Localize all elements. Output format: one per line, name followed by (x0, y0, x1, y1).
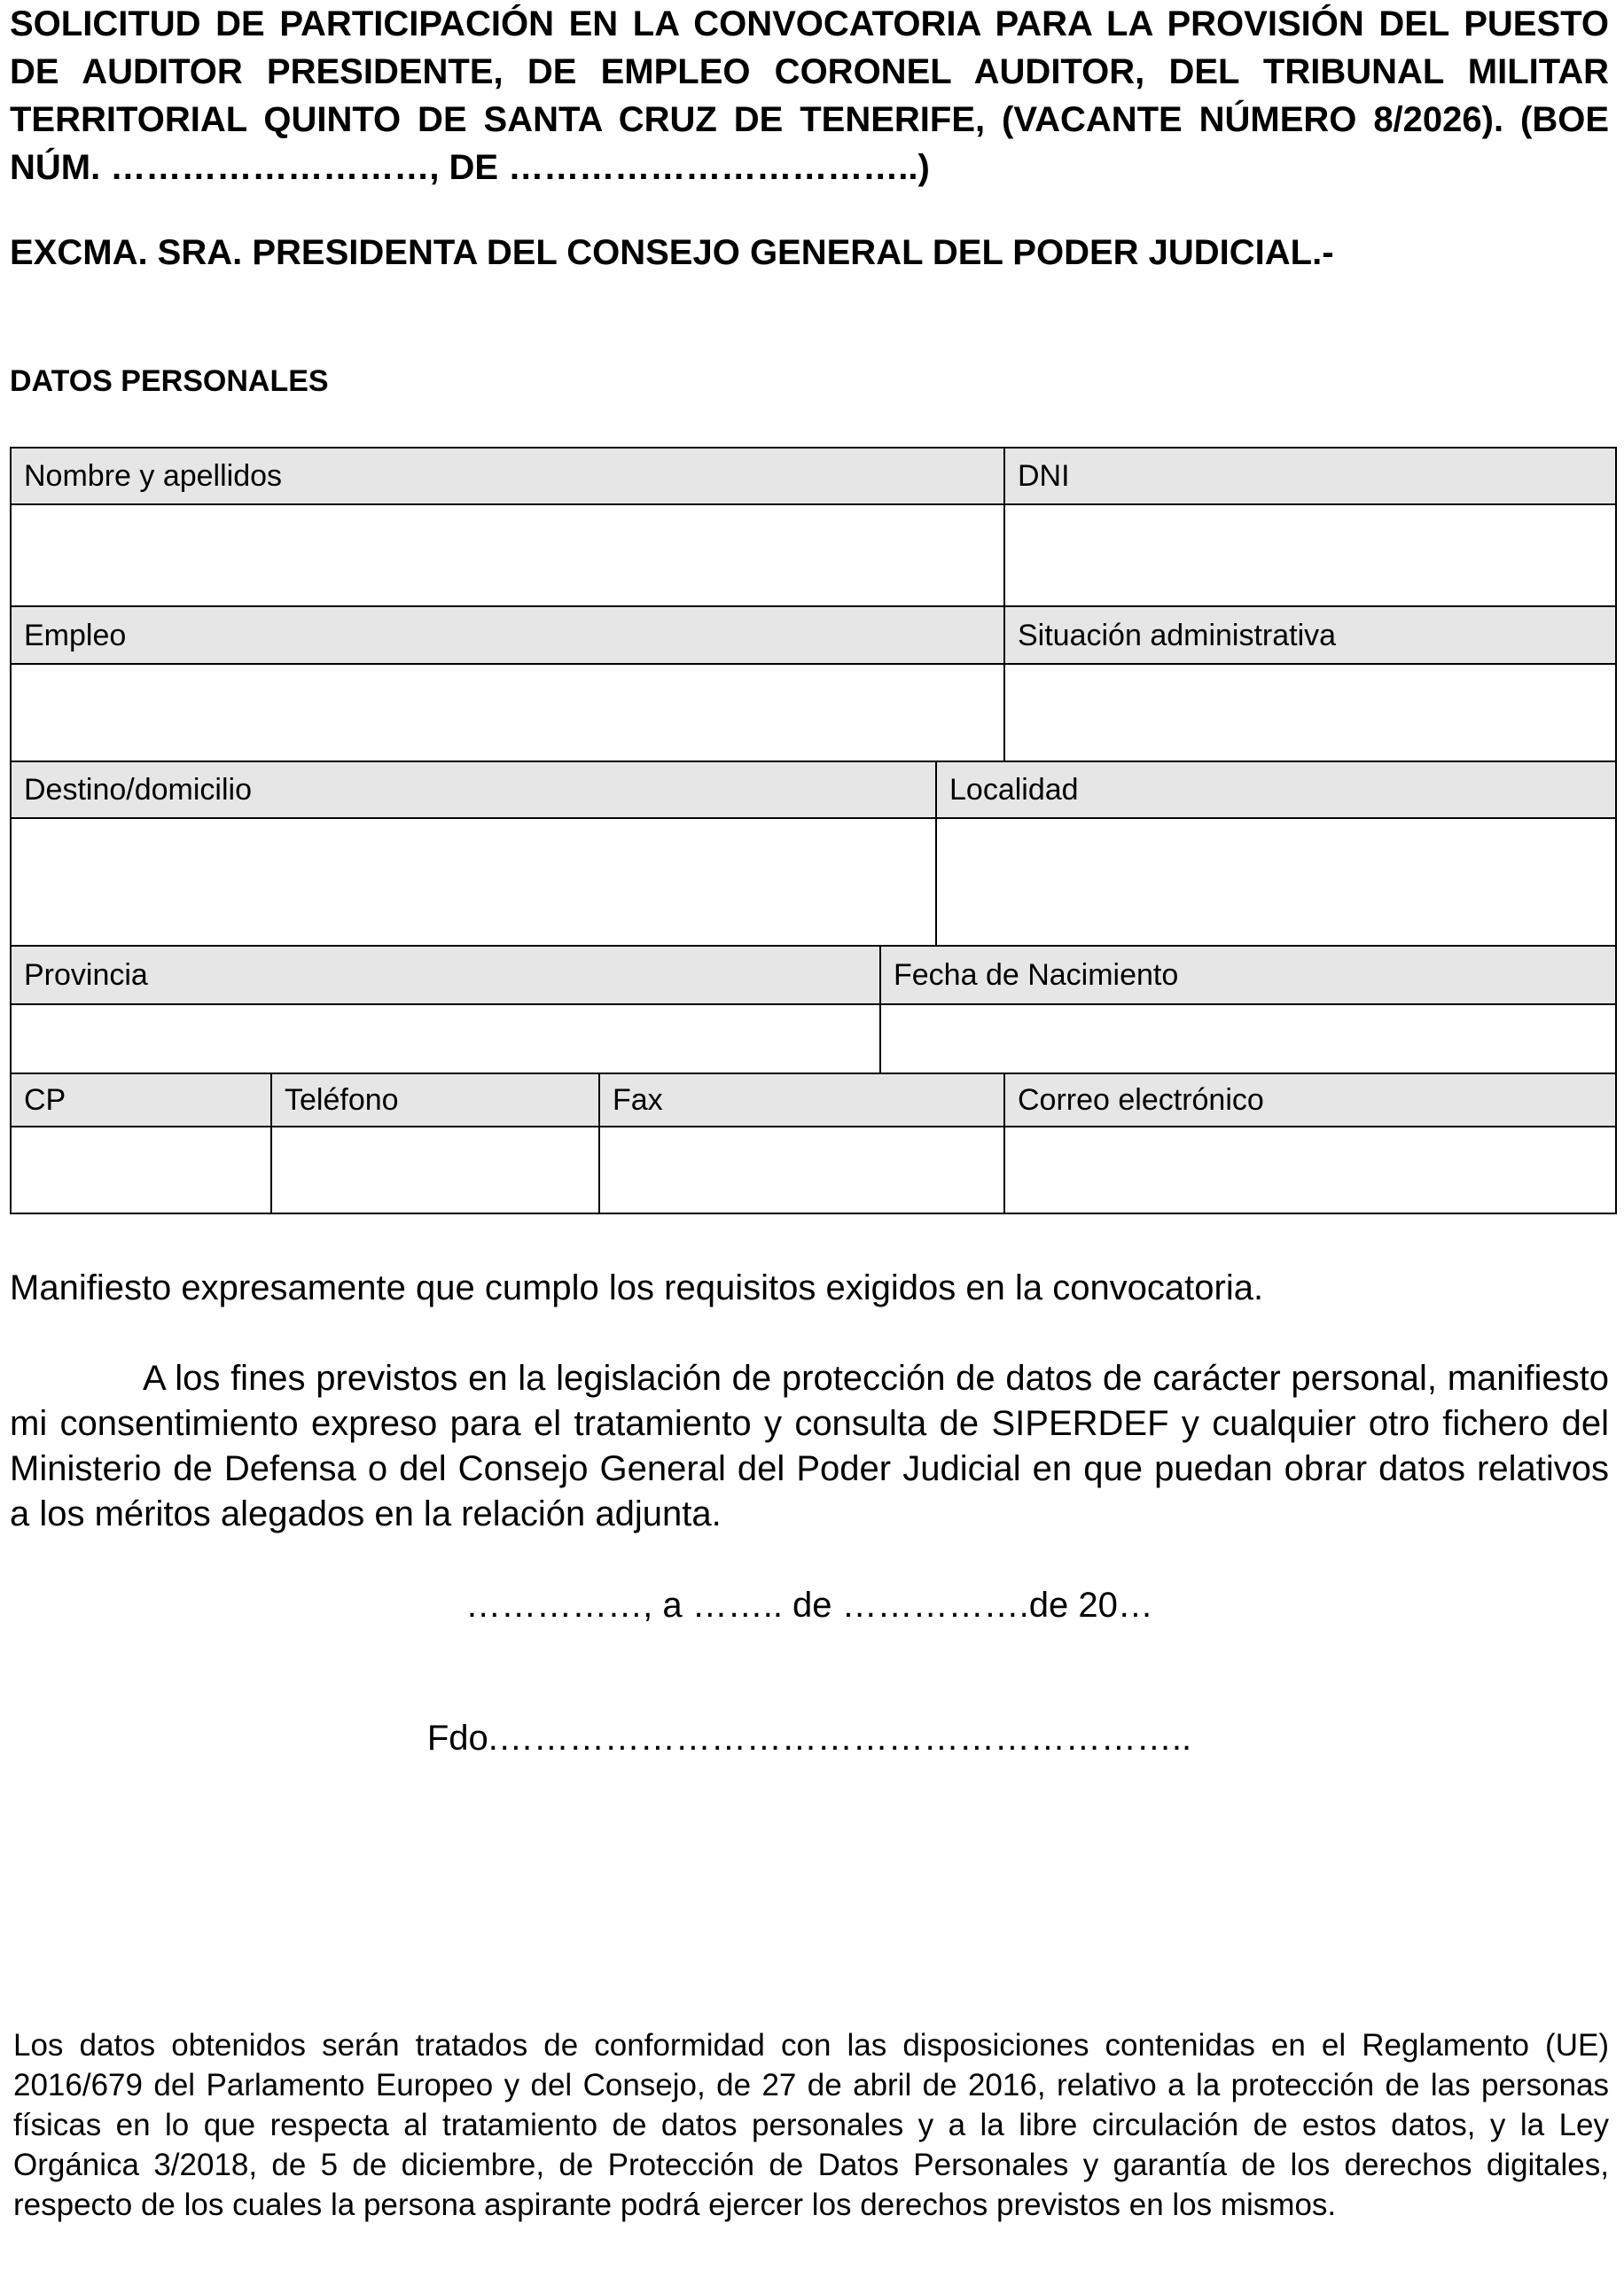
personal-data-table (10, 447, 1617, 1214)
label-dni: DNI (1003, 447, 1617, 505)
date-line: ……………, a …….. de …………….de 20… (465, 1586, 1153, 1625)
label-empleo: Empleo (10, 605, 1005, 665)
signature-line: Fdo.………………………………………………….. (426, 1719, 1192, 1758)
field-fax[interactable] (598, 1126, 1005, 1214)
data-protection-footnote: Los datos obtenidos serán tratados de conformidad con las disposiciones contenidas en el Reglamento (UE) 2016/679 del Parlamento Europeo y del Consejo, de 27 de abril de 2016, relativo a la protección de las personas físicas en lo que respecta al tratamiento de datos personales y a la libre circulación de estos datos, y la Ley Orgánica 3/2018, de 5 de diciembre, de Protección de Datos Personales y garantía de los derechos digitales, respecto de los cuales la persona aspirante podrá ejercer los derechos previstos en los mismos. (13, 2028, 1609, 2222)
field-correo-electronico[interactable] (1003, 1126, 1617, 1214)
field-destino-domicilio[interactable] (10, 817, 937, 947)
label-situacion-administrativa: Situación administrativa (1003, 605, 1617, 665)
label-cp: CP (10, 1073, 272, 1127)
document-title: SOLICITUD DE PARTICIPACIÓN EN LA CONVOCATORIA PARA LA PROVISIÓN DEL PUESTO DE AUDITOR PRESIDENTE, DE EMPLEO CORONEL AUDITOR, DEL TRIBUNAL MILITAR TERRITORIAL QUINTO DE SANTA CRUZ DE TENERIFE, (VACANTE NÚMERO 8/2026). (BOE NÚM. ………………………, DE ……………………………..) (10, 4, 1609, 187)
label-provincia: Provincia (10, 945, 881, 1005)
label-nombre-apellidos: Nombre y apellidos (10, 447, 1005, 505)
field-cp[interactable] (10, 1126, 272, 1214)
requirements-declaration: Manifiesto expresamente que cumplo los requisitos exigidos en la convocatoria. (10, 1268, 1264, 1307)
data-consent-paragraph: A los fines previstos en la legislación de protección de datos de carácter personal, manifiesto mi consentimiento expreso para el tratamiento y consulta de SIPERDEF y cualquier otro fichero del Ministerio de Defensa o del Consejo General del Poder Judicial en que puedan obrar datos relativos a los méritos alegados en la relación adjunta. (10, 1359, 1609, 1533)
section-title-datos-personales: DATOS PERSONALES (10, 364, 329, 398)
field-localidad[interactable] (935, 817, 1617, 947)
field-telefono[interactable] (270, 1126, 600, 1214)
field-empleo[interactable] (10, 663, 1005, 762)
field-situacion-administrativa[interactable] (1003, 663, 1617, 762)
addressee: EXCMA. SRA. PRESIDENTA DEL CONSEJO GENERAL DEL PODER JUDICIAL.- (10, 233, 1334, 272)
field-fecha-nacimiento[interactable] (879, 1003, 1617, 1074)
field-nombre-apellidos[interactable] (10, 503, 1005, 607)
label-localidad: Localidad (935, 761, 1617, 819)
label-telefono: Teléfono (270, 1073, 600, 1127)
field-dni[interactable] (1003, 503, 1617, 607)
label-fax: Fax (598, 1073, 1005, 1127)
label-correo-electronico: Correo electrónico (1003, 1073, 1617, 1127)
field-provincia[interactable] (10, 1003, 881, 1074)
label-fecha-nacimiento: Fecha de Nacimiento (879, 945, 1617, 1005)
label-destino-domicilio: Destino/domicilio (10, 761, 937, 819)
